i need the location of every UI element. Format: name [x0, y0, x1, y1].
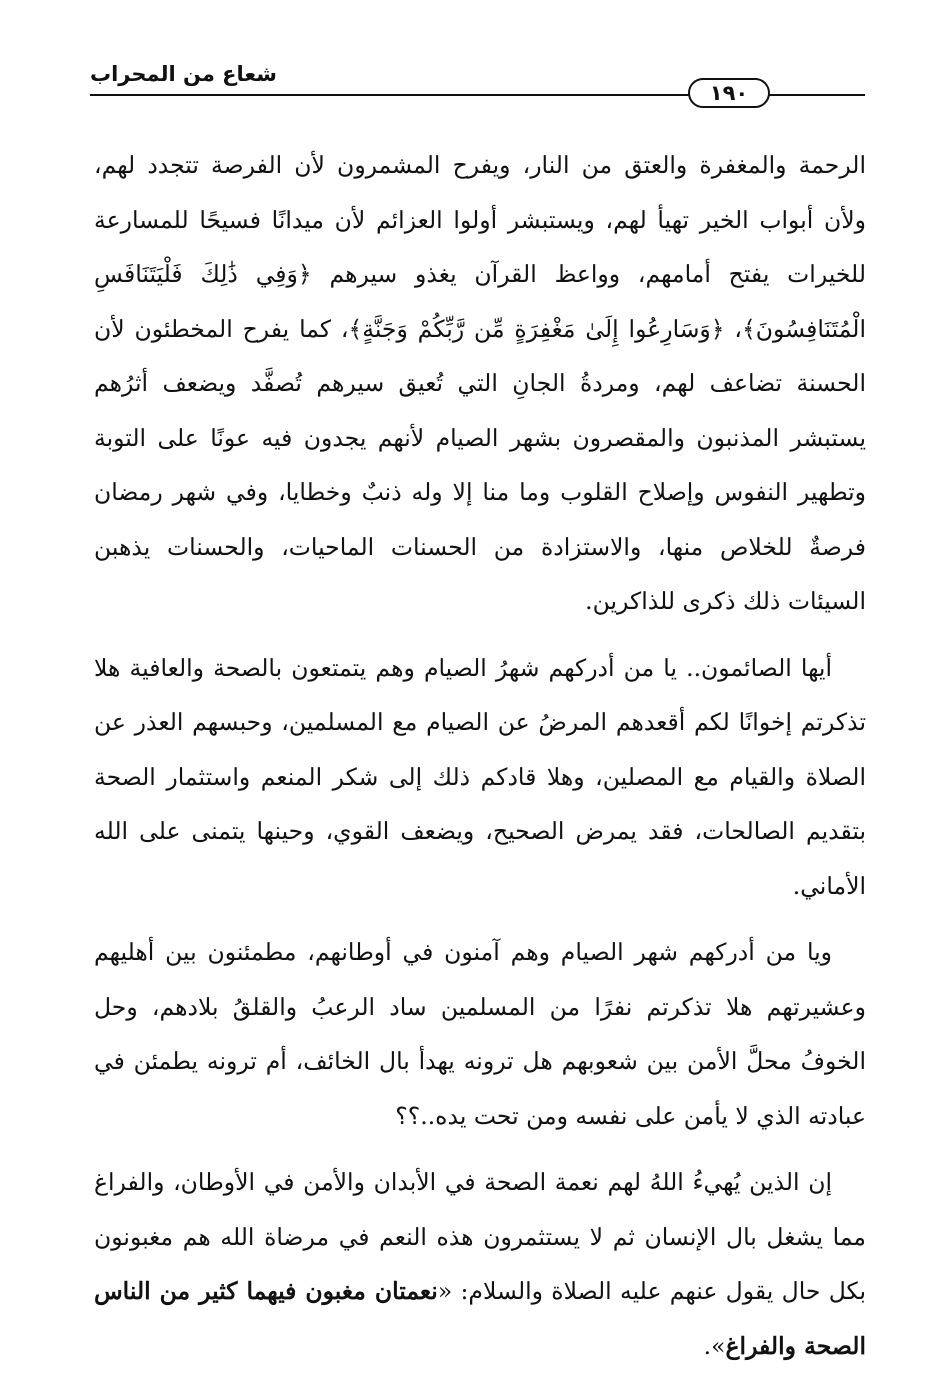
hadith-quote: نعمتان مغبون فيهما كثير من الناس الصحة والفراغ [94, 1277, 866, 1360]
paragraph-4 [94, 1155, 866, 1373]
paragraph-4-closing: ». [703, 1331, 726, 1360]
paragraph-1: الرحمة والمغفرة والعتق من النار، ويفرح المشمرون لأن الفرصة تتجدد لهم، ولأن أبواب الخير تهيأ لهم، ويستبشر أولوا العزائم لأن ميدانًا فسيحًا للمسارعة للخيرات يفتح أمامهم، وواعظ القرآن يغذو سيرهم ﴿وَفِي ذَٰلِكَ فَلْيَتَنَافَسِ الْمُتَنَافِسُونَ﴾، ﴿وَسَارِعُوا إِلَىٰ مَغْفِرَةٍ مِّن رَّبِّكُمْ وَجَنَّةٍ﴾، كما يفرح المخطئون لأن الحسنة تضاعف لهم، ومردةُ الجانِ التي تُعيق سيرهم تُصفَّد ويضعف أثرُهم يستبشر المذنبون والمقصرون بشهر الصيام لأنهم يجدون فيه عونًا على التوبة وتطهير النفوس وإصلاح القلوب وما منا إلا وله ذنبٌ وخطايا، وفي شهر رمضان فرصةٌ للخلاص منها، والاستزادة من الحسنات الماحيات، والحسنات يذهبن السيئات ذلك ذكرى للذاكرين. [94, 151, 866, 615]
paragraph-4-text: إن الذين يُهيءُ اللهُ لهم نعمة الصحة في الأبدان والأمن في الأوطان، والفراغ مما يشغل بال الإنسان ثم لا يستثمرون هذه النعم في مرضاة الله هم مغبونون بكل حال يقول عنهم عليه الصلاة والسلام: « [94, 1168, 867, 1305]
body-text [94, 138, 866, 1385]
page-number: ١٩٠ [688, 78, 770, 108]
paragraph-3: ويا من أدركهم شهر الصيام وهم آمنون في أوطانهم، مطمئنون بين أهليهم وعشيرتهم هلا تذكرتم نفرًا من المسلمين ساد الرعبُ والقلقُ بلادهم، وحل الخوفُ محلَّ الأمن بين شعوبهم هل ترونه يهدأ بال الخائف، أم ترونه يطمئن في عبادته الذي لا يأمن على نفسه ومن تحت يده..؟؟ [94, 938, 866, 1130]
book-title: شعاع من المحراب [90, 62, 277, 86]
page-header [90, 58, 865, 108]
paragraph-2: أيها الصائمون.. يا من أدركهم شهرُ الصيام وهم يتمتعون بالصحة والعافية هلا تذكرتم إخوانًا لكم أقعدهم المرضُ عن الصيام مع المسلمين، وحبسهم العذر عن الصلاة والقيام مع المصلين، وهلا قادكم ذلك إلى شكر المنعم واستثمار الصحة بتقديم الصالحات، فقد يمرض الصحيح، ويضعف القوي، وحينها يتمنى على الله الأماني. [94, 653, 866, 900]
